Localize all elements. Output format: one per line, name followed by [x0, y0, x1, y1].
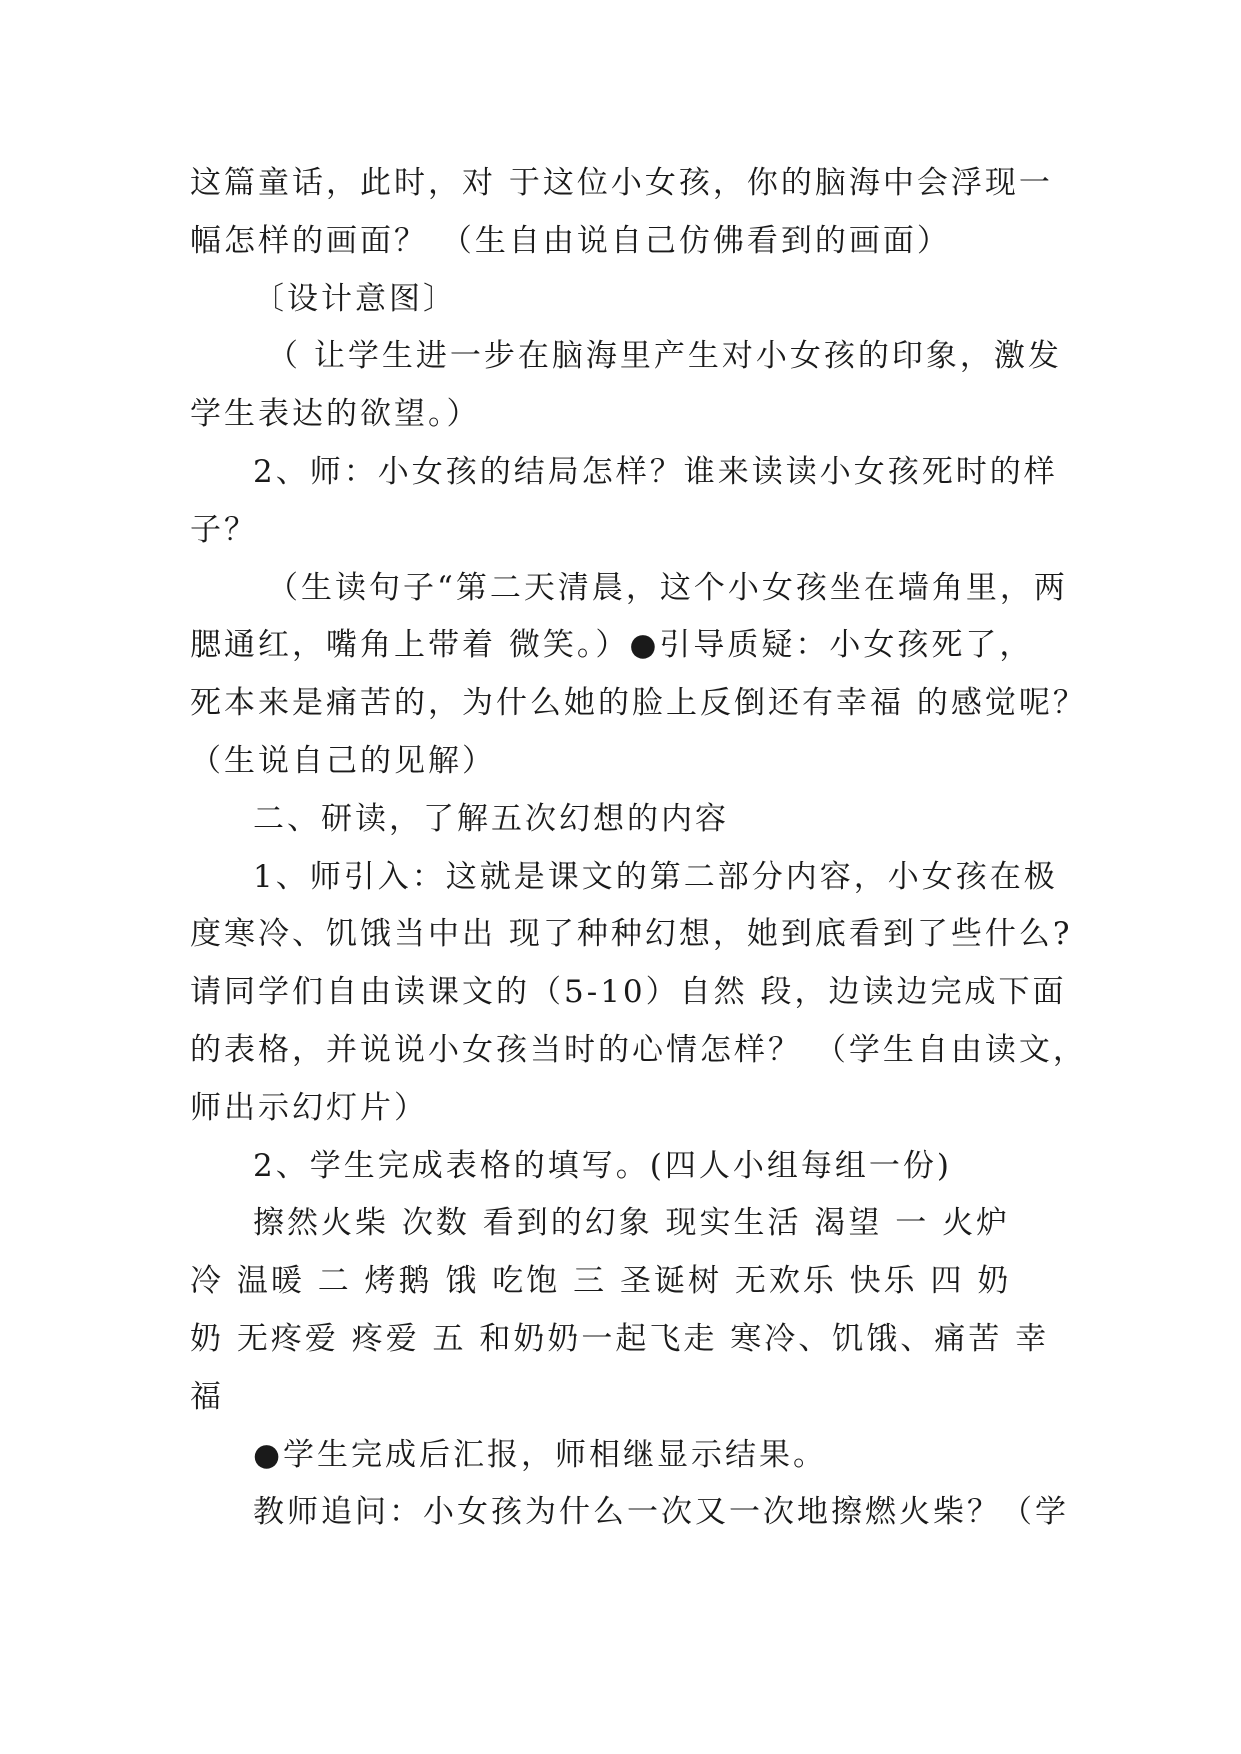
text-line: ●学生完成后汇报，师相继显示结果。	[253, 1436, 828, 1473]
text-line: 幅怎样的画面？ （生自由说自己仿佛看到的画面）	[190, 222, 951, 259]
text-line: 〔设计意图〕	[253, 280, 457, 317]
table-text-line: 奶 无疼爱 疼爱 五 和奶奶一起飞走 寒冷、饥饿、痛苦 幸	[190, 1320, 1050, 1357]
text-line: 子？	[190, 511, 258, 548]
text-line: 学生表达的欲望。）	[190, 396, 481, 433]
table-text-line: 擦然火柴 次数 看到的幻象 现实生活 渴望 一 火炉	[253, 1205, 1011, 1242]
text-line: （生读句子“第二天清晨，这个小女孩坐在墙角里，两	[267, 569, 1068, 606]
text-line: （生说自己的见解）	[190, 742, 496, 779]
table-text-line: 福	[190, 1378, 224, 1415]
text-line: 师出示幻灯片）	[190, 1089, 428, 1126]
text-line: 死本来是痛苦的，为什么她的脸上反倒还有幸福 的感觉呢？	[190, 685, 1087, 722]
text-line: 2、师：小女孩的结局怎样？谁来读读小女孩死时的样	[253, 453, 1058, 490]
text-line: 2、学生完成表格的填写。(四人小组每组一份)	[253, 1147, 952, 1184]
document-page	[190, 155, 1087, 1542]
text-line: 的表格，并说说小女孩当时的心情怎样？ （学生自由读文，	[190, 1031, 1087, 1068]
text-line: 教师追问：小女孩为什么一次又一次地擦燃火柴？（学	[253, 1494, 1069, 1531]
text-line: （ 让学生进一步在脑海里产生对小女孩的印象，激发	[267, 338, 1062, 375]
text-line: 腮通红，嘴角上带着 微笑。）●引导质疑：小女孩死了，	[190, 627, 1034, 664]
section-heading: 二、研读，了解五次幻想的内容	[253, 800, 729, 837]
text-line: 度寒冷、饥饿当中出 现了种种幻想，她到底看到了些什么?	[190, 916, 1073, 953]
text-line: 1、师引入：这就是课文的第二部分内容，小女孩在极	[253, 858, 1058, 895]
text-line: 这篇童话，此时，对 于这位小女孩，你的脑海中会浮现一	[190, 165, 1053, 201]
text-line: 请同学们自由读课文的（5-10）自然 段，边读边完成下面	[190, 974, 1067, 1011]
table-text-line: 冷 温暖 二 烤鹅 饿 吃饱 三 圣诞树 无欢乐 快乐 四 奶	[190, 1263, 1012, 1300]
